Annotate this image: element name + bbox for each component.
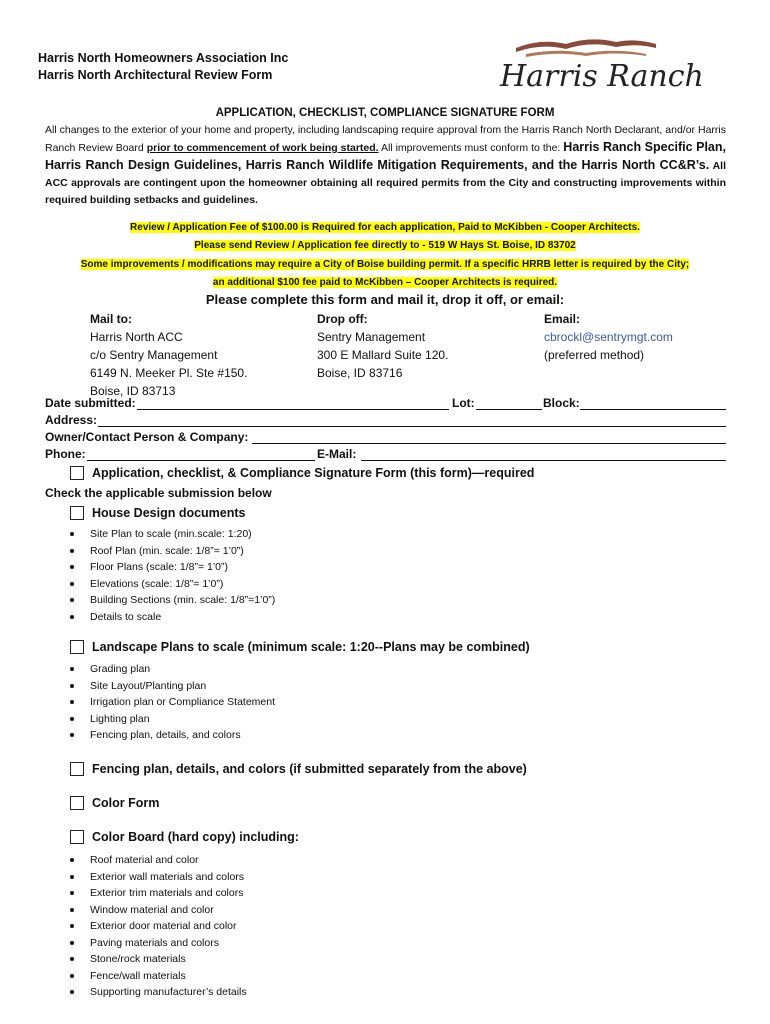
drop-off-line: Sentry Management	[317, 330, 426, 344]
color-form-row	[70, 796, 159, 810]
hoa-name: Harris North Homeowners Association Inc	[38, 51, 289, 65]
date-submitted-label: Date submitted:	[45, 396, 136, 410]
landscape-row	[70, 640, 530, 654]
phone-label: Phone:	[45, 447, 86, 461]
intro-underlined: prior to commencement of work being started.	[146, 142, 379, 154]
mail-to-block	[90, 310, 247, 400]
intro-text-1: All changes to the exterior of your home and property, including landscaping require approval from the Harris Ranch North Declarant, and/or Harris Ranch Review Board	[45, 124, 726, 154]
list-item: Roof material and color	[70, 852, 247, 869]
permit-notice-1: Some improvements / modifications may require a City of Boise building permit. If a specific HRRB letter is required by the City;	[80, 259, 690, 270]
phone-field[interactable]	[87, 460, 315, 461]
address-label: Address:	[45, 413, 98, 427]
list-item: Irrigation plan or Compliance Statement	[70, 694, 275, 711]
list-item: Stone/rock materials	[70, 951, 247, 968]
intro-contingent: All ACC approvals are contingent upon the homeowner obtaining all required permits from the City and constructing improvements within required building setbacks and guidelines.	[45, 160, 726, 206]
list-item: Building Sections (min. scale: 1/8”=1’0”)	[70, 592, 275, 609]
drop-off-line: Boise, ID 83716	[317, 366, 403, 380]
date-submitted-field[interactable]	[137, 409, 449, 410]
mail-line: 6149 N. Meeker Pl. Ste #150.	[90, 366, 248, 380]
list-item: Elevations (scale: 1/8”= 1’0”)	[70, 576, 275, 593]
color-form-checkbox[interactable]	[70, 796, 84, 810]
list-item: Site Plan to scale (min.scale: 1:20)	[70, 526, 275, 543]
check-applicable-label: Check the applicable submission below	[45, 486, 272, 500]
form-title: APPLICATION, CHECKLIST, COMPLIANCE SIGNATURE FORM	[215, 107, 555, 119]
logo-wordmark: Harris Ranch	[500, 59, 704, 94]
required-form-checkbox[interactable]	[70, 466, 84, 480]
list-item: Window material and color	[70, 902, 247, 919]
required-form-label: Application, checklist, & Compliance Signature Form (this form)—required	[92, 466, 535, 480]
list-item: Paving materials and colors	[70, 935, 247, 952]
intro-paragraph	[45, 122, 726, 209]
mail-to-label: Mail to:	[90, 312, 132, 326]
drop-off-line: 300 E Mallard Suite 120.	[317, 348, 449, 362]
list-item: Fence/wall materials	[70, 968, 247, 985]
email-field-label: E-Mail:	[317, 447, 357, 461]
color-board-row	[70, 830, 299, 844]
owner-label: Owner/Contact Person & Company:	[45, 430, 249, 444]
color-form-label: Color Form	[92, 796, 160, 810]
document-header	[38, 50, 288, 84]
block-field[interactable]	[580, 409, 726, 410]
list-item: Exterior trim materials and colors	[70, 885, 247, 902]
house-design-label: House Design documents	[92, 506, 246, 520]
fee-notice-2: Please send Review / Application fee directly to - 519 W Hays St. Boise, ID 83702	[194, 240, 576, 251]
landscape-list	[70, 661, 275, 744]
drop-off-label: Drop off:	[317, 312, 368, 326]
fencing-row	[70, 762, 527, 776]
list-item: Exterior wall materials and colors	[70, 869, 247, 886]
lot-label: Lot:	[452, 396, 475, 410]
list-item: Floor Plans (scale: 1/8”= 1’0”)	[70, 559, 275, 576]
email-note: (preferred method)	[544, 348, 645, 362]
email-link[interactable]: cbrockl@sentrymgt.com	[544, 330, 673, 344]
list-item: Roof Plan (min. scale: 1/8”= 1’0”)	[70, 543, 275, 560]
list-item: Exterior door material and color	[70, 918, 247, 935]
list-item: Lighting plan	[70, 711, 275, 728]
list-item: Site Layout/Planting plan	[70, 678, 275, 695]
fee-notice-1: Review / Application Fee of $100.00 is Required for each application, Paid to McKibben - Cooper Architects.	[130, 222, 640, 233]
mail-line: Boise, ID 83713	[90, 384, 176, 398]
color-board-list	[70, 852, 247, 1001]
fencing-checkbox[interactable]	[70, 762, 84, 776]
email-block	[544, 310, 673, 364]
mail-line: c/o Sentry Management	[90, 348, 218, 362]
landscape-checkbox[interactable]	[70, 640, 84, 654]
house-design-row	[70, 506, 246, 520]
list-item: Details to scale	[70, 609, 275, 626]
list-item: Fencing plan, details, and colors	[70, 727, 275, 744]
form-name: Harris North Architectural Review Form	[38, 68, 273, 82]
permit-notice-2: an additional $100 fee paid to McKibben – Cooper Architects is required.	[212, 277, 558, 288]
list-item: Supporting manufacturer’s details	[70, 984, 247, 1001]
email-field[interactable]	[361, 460, 726, 461]
lot-field[interactable]	[476, 409, 542, 410]
mail-line: Harris North ACC	[90, 330, 183, 344]
intro-text-2: All improvements must conform to the:	[378, 142, 564, 154]
submission-instruction: Please complete this form and mail it, drop it off, or email:	[205, 292, 565, 307]
color-board-checkbox[interactable]	[70, 830, 84, 844]
harris-ranch-logo	[496, 34, 704, 100]
email-label: Email:	[544, 312, 581, 326]
owner-field[interactable]	[252, 443, 726, 444]
intro-guidelines: Harris Ranch Specific Plan, Harris Ranch Design Guidelines, Harris Ranch Wildlife Mitigation Requirements, and the Harris North CC&R’s.	[45, 140, 726, 172]
block-label: Block:	[543, 396, 580, 410]
drop-off-block	[317, 310, 448, 382]
landscape-label: Landscape Plans to scale (minimum scale: 1:20--Plans may be combined)	[92, 640, 530, 654]
color-board-label: Color Board (hard copy) including:	[92, 830, 299, 844]
house-design-checkbox[interactable]	[70, 506, 84, 520]
fencing-label: Fencing plan, details, and colors (if submitted separately from the above)	[92, 762, 527, 776]
house-design-list	[70, 526, 275, 625]
address-field[interactable]	[98, 426, 726, 427]
list-item: Grading plan	[70, 661, 275, 678]
required-form-row	[70, 466, 534, 480]
